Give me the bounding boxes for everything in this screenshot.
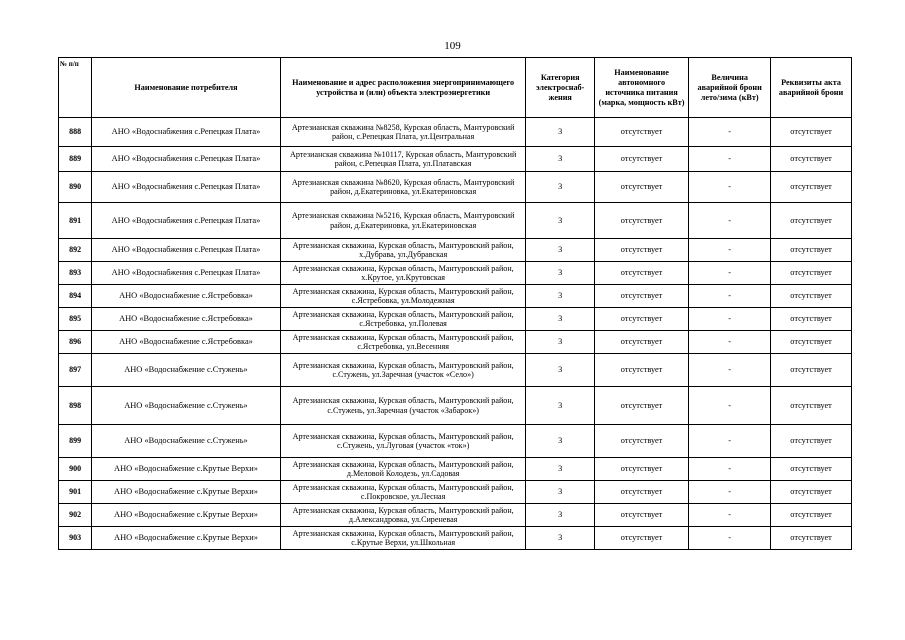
row-num: 894 (59, 285, 92, 308)
row-num: 897 (59, 354, 92, 387)
row-address: Артезианская скважина, Курская область, Мантуровский район, с.Стужень, ул.Заречная (участок «Село») (280, 354, 526, 387)
row-address: Артезианская скважина, Курская область, Мантуровский район, с.Стужень, ул.Заречная (участок «Забарок») (280, 387, 526, 425)
row-source: отсутствует (594, 285, 688, 308)
page-number: 109 (444, 40, 461, 52)
table-row (59, 527, 852, 550)
row-act: отсутствует (771, 504, 852, 527)
row-source: отсутствует (594, 203, 688, 239)
row-address: Артезианская скважина, Курская область, Мантуровский район, д.Александровка, ул.Сиреневая (280, 504, 526, 527)
row-act: отсутствует (771, 331, 852, 354)
row-address: Артезианская скважина, Курская область, Мантуровский район, с.Ястребовка, ул.Молодежная (280, 285, 526, 308)
row-act: отсутствует (771, 147, 852, 172)
row-num: 893 (59, 262, 92, 285)
row-num: 896 (59, 331, 92, 354)
row-category: 3 (526, 172, 594, 203)
row-reserve: - (689, 203, 771, 239)
row-act: отсутствует (771, 425, 852, 458)
row-consumer: АНО «Водоснабжение с.Стужень» (92, 425, 281, 458)
row-address: Артезианская скважина №10117, Курская область, Мантуровский район, с.Репецкая Плата, ул.Платавская (280, 147, 526, 172)
header-address: Наименование и адрес расположения энергопринимающего устройства и (или) объекта электроэнергетики (280, 58, 526, 118)
row-category: 3 (526, 331, 594, 354)
consumers-table (58, 57, 852, 550)
row-act: отсутствует (771, 308, 852, 331)
table-row (59, 481, 852, 504)
row-source: отсутствует (594, 172, 688, 203)
row-reserve: - (689, 331, 771, 354)
table-row (59, 262, 852, 285)
row-act: отсутствует (771, 387, 852, 425)
row-address: Артезианская скважина, Курская область, Мантуровский район, с.Стужень, ул.Луговая (участок «ток») (280, 425, 526, 458)
row-act: отсутствует (771, 172, 852, 203)
row-category: 3 (526, 387, 594, 425)
row-address: Артезианская скважина, Курская область, Мантуровский район, х.Дубрава, ул.Дубравская (280, 239, 526, 262)
row-category: 3 (526, 504, 594, 527)
table-row (59, 504, 852, 527)
row-source: отсутствует (594, 481, 688, 504)
row-act: отсутствует (771, 458, 852, 481)
row-consumer: АНО «Водоснабжения с.Репецкая Плата» (92, 172, 281, 203)
row-source: отсутствует (594, 118, 688, 147)
row-num: 890 (59, 172, 92, 203)
row-consumer: АНО «Водоснабжения с.Репецкая Плата» (92, 262, 281, 285)
row-reserve: - (689, 425, 771, 458)
row-act: отсутствует (771, 481, 852, 504)
row-num: 900 (59, 458, 92, 481)
row-num: 901 (59, 481, 92, 504)
row-act: отсутствует (771, 354, 852, 387)
row-num: 895 (59, 308, 92, 331)
row-num: 903 (59, 527, 92, 550)
row-category: 3 (526, 458, 594, 481)
row-consumer: АНО «Водоснабжения с.Репецкая Плата» (92, 203, 281, 239)
table-row (59, 425, 852, 458)
row-category: 3 (526, 308, 594, 331)
row-reserve: - (689, 458, 771, 481)
row-address: Артезианская скважина №8258, Курская область, Мантуровский район, с.Репецкая Плата, ул.Центральная (280, 118, 526, 147)
table-row (59, 147, 852, 172)
row-address: Артезианская скважина, Курская область, Мантуровский район, с.Ястребовка, ул.Полевая (280, 308, 526, 331)
row-consumer: АНО «Водоснабжения с.Репецкая Плата» (92, 239, 281, 262)
table-body (59, 118, 852, 550)
row-category: 3 (526, 239, 594, 262)
header-num: № п/п (59, 58, 92, 118)
row-consumer: АНО «Водоснабжение с.Ястребовка» (92, 331, 281, 354)
row-source: отсутствует (594, 354, 688, 387)
row-reserve: - (689, 354, 771, 387)
table-row (59, 285, 852, 308)
row-consumer: АНО «Водоснабжение с.Ястребовка» (92, 308, 281, 331)
header-category: Категория электроснаб-жения (526, 58, 594, 118)
row-act: отсутствует (771, 527, 852, 550)
row-address: Артезианская скважина, Курская область, Мантуровский район, д.Меловой Колодезь, ул.Садовая (280, 458, 526, 481)
row-consumer: АНО «Водоснабжение с.Крутые Верхи» (92, 481, 281, 504)
row-consumer: АНО «Водоснабжение с.Крутые Верхи» (92, 458, 281, 481)
table-row (59, 203, 852, 239)
table-row (59, 331, 852, 354)
row-num: 902 (59, 504, 92, 527)
row-reserve: - (689, 481, 771, 504)
row-act: отсутствует (771, 118, 852, 147)
row-num: 888 (59, 118, 92, 147)
row-source: отсутствует (594, 147, 688, 172)
row-act: отсутствует (771, 262, 852, 285)
row-num: 899 (59, 425, 92, 458)
row-source: отсутствует (594, 504, 688, 527)
row-consumer: АНО «Водоснабжения с.Репецкая Плата» (92, 118, 281, 147)
row-reserve: - (689, 118, 771, 147)
row-consumer: АНО «Водоснабжение с.Крутые Верхи» (92, 504, 281, 527)
row-reserve: - (689, 262, 771, 285)
row-category: 3 (526, 481, 594, 504)
row-category: 3 (526, 527, 594, 550)
row-act: отсутствует (771, 203, 852, 239)
row-category: 3 (526, 147, 594, 172)
row-consumer: АНО «Водоснабжения с.Репецкая Плата» (92, 147, 281, 172)
row-num: 891 (59, 203, 92, 239)
table-row (59, 308, 852, 331)
row-act: отсутствует (771, 285, 852, 308)
row-source: отсутствует (594, 331, 688, 354)
row-consumer: АНО «Водоснабжение с.Ястребовка» (92, 285, 281, 308)
table-row (59, 118, 852, 147)
row-source: отсутствует (594, 262, 688, 285)
row-category: 3 (526, 354, 594, 387)
table-header-row (59, 58, 852, 118)
row-consumer: АНО «Водоснабжение с.Стужень» (92, 354, 281, 387)
row-reserve: - (689, 387, 771, 425)
row-reserve: - (689, 172, 771, 203)
row-address: Артезианская скважина №8620, Курская область, Мантуровский район, д.Екатериновка, ул.Екатериновская (280, 172, 526, 203)
row-num: 892 (59, 239, 92, 262)
row-category: 3 (526, 118, 594, 147)
header-source: Наименование автономного источника питания (марка, мощность кВт) (594, 58, 688, 118)
table-row (59, 458, 852, 481)
row-address: Артезианская скважина, Курская область, Мантуровский район, с.Крутые Верхи, ул.Школьная (280, 527, 526, 550)
row-address: Артезианская скважина №5216, Курская область, Мантуровский район, д.Екатериновка, ул.Екатериновская (280, 203, 526, 239)
row-reserve: - (689, 147, 771, 172)
header-act: Реквизиты акта аварийной брони (771, 58, 852, 118)
row-reserve: - (689, 504, 771, 527)
row-reserve: - (689, 527, 771, 550)
header-reserve: Величина аварийной брони лето/зима (кВт) (689, 58, 771, 118)
row-category: 3 (526, 285, 594, 308)
row-address: Артезианская скважина, Курская область, Мантуровский район, х.Крутое, ул.Крутовская (280, 262, 526, 285)
row-category: 3 (526, 262, 594, 285)
row-source: отсутствует (594, 308, 688, 331)
row-source: отсутствует (594, 425, 688, 458)
row-consumer: АНО «Водоснабжение с.Крутые Верхи» (92, 527, 281, 550)
row-address: Артезианская скважина, Курская область, Мантуровский район, с.Покровское, ул.Лесная (280, 481, 526, 504)
row-num: 889 (59, 147, 92, 172)
table-row (59, 172, 852, 203)
table-row (59, 354, 852, 387)
row-source: отсутствует (594, 527, 688, 550)
row-source: отсутствует (594, 239, 688, 262)
row-address: Артезианская скважина, Курская область, Мантуровский район, с.Ястребовка, ул.Весенняя (280, 331, 526, 354)
row-consumer: АНО «Водоснабжение с.Стужень» (92, 387, 281, 425)
row-category: 3 (526, 203, 594, 239)
table-row (59, 239, 852, 262)
row-act: отсутствует (771, 239, 852, 262)
row-source: отсутствует (594, 387, 688, 425)
header-consumer: Наименование потребителя (92, 58, 281, 118)
row-reserve: - (689, 308, 771, 331)
row-reserve: - (689, 285, 771, 308)
table-row (59, 387, 852, 425)
row-source: отсутствует (594, 458, 688, 481)
row-reserve: - (689, 239, 771, 262)
row-category: 3 (526, 425, 594, 458)
row-num: 898 (59, 387, 92, 425)
